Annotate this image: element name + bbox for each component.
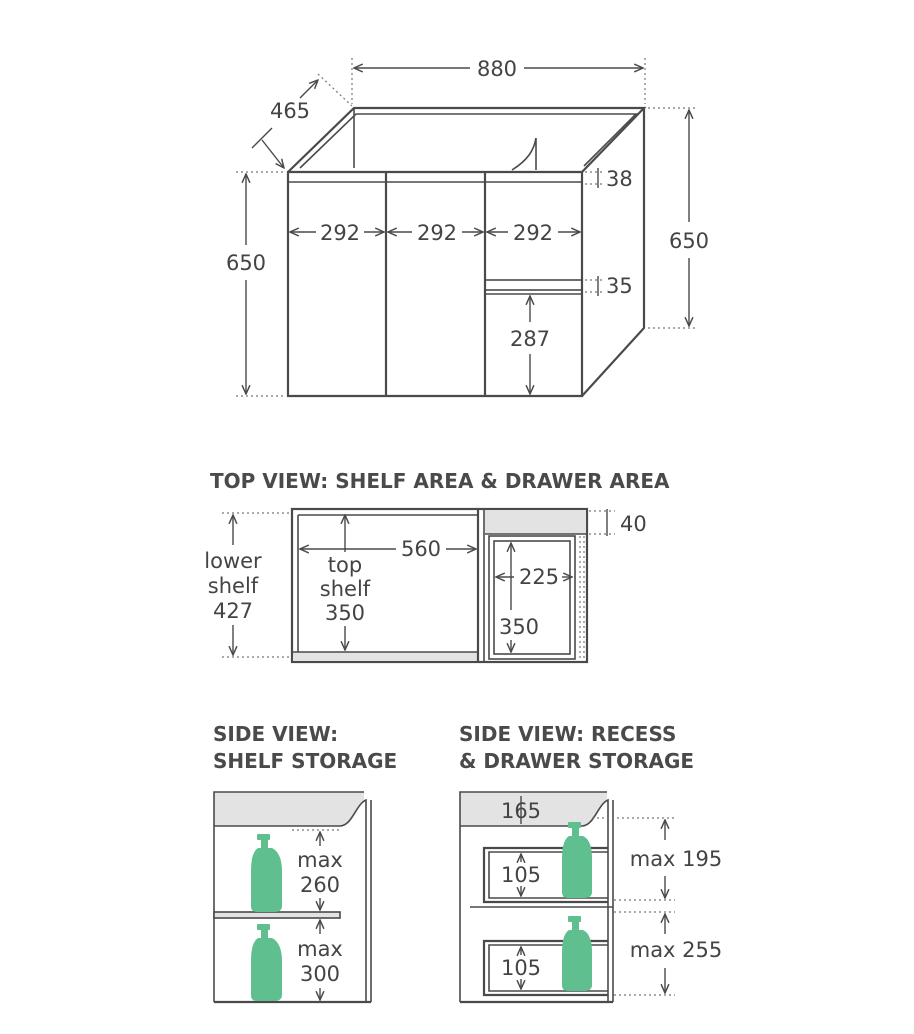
recess-label: 165	[500, 799, 542, 823]
width-label: 880	[476, 57, 518, 81]
lower-shelf-line2: shelf	[207, 574, 259, 598]
drawer-depth-label: 350	[498, 615, 540, 639]
top-view	[204, 469, 670, 662]
drawer2-height: 105	[500, 956, 542, 980]
top-gap-label: 38	[606, 167, 633, 191]
shelf-width-label: 560	[400, 537, 442, 561]
front-view	[226, 57, 709, 396]
side-drawer-title-line2: & DRAWER STORAGE	[459, 749, 695, 773]
bottle-upper-icon	[251, 834, 282, 912]
bottle-lower-icon	[251, 924, 282, 1001]
top-shelf-line1: top	[327, 553, 363, 577]
depth-label: 465	[269, 99, 311, 123]
top-shelf-value: 350	[324, 601, 366, 625]
side-view-drawer	[459, 722, 722, 1002]
cabinet-top	[288, 108, 644, 172]
top-view-title: TOP VIEW: SHELF AREA & DRAWER AREA	[210, 469, 670, 493]
bottle-drawer2-icon	[562, 916, 592, 991]
drawer1-max: max 195	[629, 847, 723, 871]
side-view-shelf	[213, 722, 397, 1002]
drawer2-max: max 255	[629, 938, 723, 962]
drawer-width-label: 225	[518, 565, 560, 589]
shelf-upper-value: 260	[299, 873, 341, 897]
side-shelf-title-line2: SHELF STORAGE	[213, 749, 398, 773]
drawer1-height: 105	[500, 863, 542, 887]
drawer-gap-label: 35	[606, 274, 633, 298]
door-right-width: 292	[512, 221, 554, 245]
height-right-label: 650	[668, 229, 710, 253]
door-left-width: 292	[319, 221, 361, 245]
shelf-lower-max: max	[297, 937, 343, 961]
shelf-lower-value: 300	[299, 962, 341, 986]
door-mid-width: 292	[416, 221, 458, 245]
drawer-height-label: 287	[509, 327, 551, 351]
cabinet-front	[288, 172, 582, 396]
bottle-drawer1-icon	[562, 822, 592, 898]
lower-shelf-value: 427	[212, 599, 254, 623]
height-left-label: 650	[225, 251, 267, 275]
top-shelf-line2: shelf	[319, 577, 371, 601]
lower-shelf-line1: lower	[204, 549, 262, 573]
cabinet-side	[582, 108, 644, 396]
back-gap-label: 40	[620, 512, 647, 536]
shelf-upper-max: max	[297, 848, 343, 872]
side-shelf-title-line1: SIDE VIEW:	[213, 722, 339, 746]
side-drawer-title-line1: SIDE VIEW: RECESS	[459, 722, 677, 746]
